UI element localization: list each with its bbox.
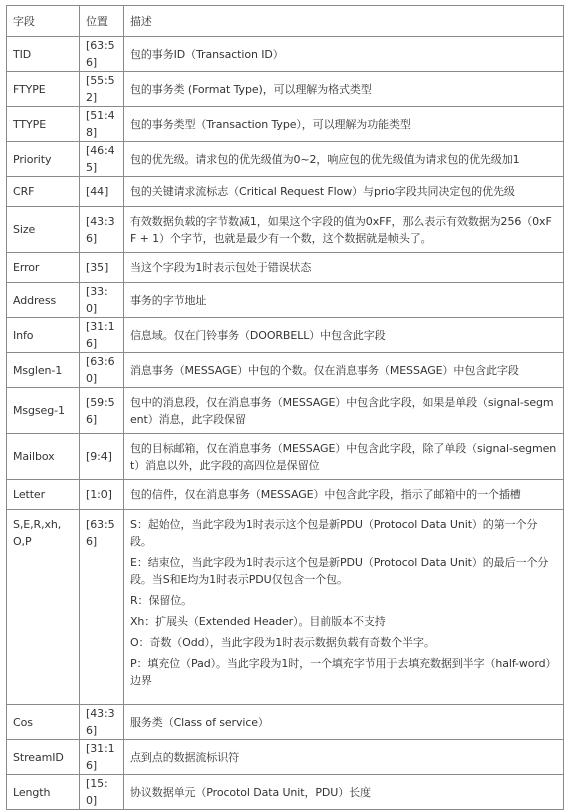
field-position: [9:4]: [80, 434, 124, 480]
field-name: S,E,R,xh,O,P: [7, 510, 80, 705]
field-position: [35]: [80, 253, 124, 283]
field-name: StreamID: [7, 740, 80, 775]
field-description: 点到点的数据流标识符: [124, 740, 564, 775]
field-name: Cos: [7, 705, 80, 740]
field-description: 服务类（Class of service）: [124, 705, 564, 740]
field-position: [31:16]: [80, 318, 124, 353]
header-position: 位置: [80, 6, 124, 37]
field-position: [31:16]: [80, 740, 124, 775]
field-position: [59:56]: [80, 388, 124, 434]
field-description: 事务的字节地址: [124, 283, 564, 318]
field-position: [43:36]: [80, 207, 124, 253]
field-position: [1:0]: [80, 480, 124, 510]
field-name: Mailbox: [7, 434, 80, 480]
field-position: [33:0]: [80, 283, 124, 318]
field-description: 当这个字段为1时表示包处于错误状态: [124, 253, 564, 283]
flag-description-p: P：填充位（Pad）。当此字段为1时，一个填充字节用于去填充数据到半字（half-word）边界: [130, 657, 557, 687]
field-name: TTYPE: [7, 107, 80, 142]
table-row: [7, 705, 564, 740]
table-row: [7, 388, 564, 434]
field-description: 包的信件，仅在消息事务（MESSAGE）中包含此字段，指示了邮箱中的一个插槽: [124, 480, 564, 510]
field-description: 消息事务（MESSAGE）中包的个数。仅在消息事务（MESSAGE）中包含此字段: [124, 353, 564, 388]
field-description: [124, 510, 564, 705]
field-name: FTYPE: [7, 72, 80, 107]
table-row: [7, 740, 564, 775]
field-name: Msglen-1: [7, 353, 80, 388]
field-description: 包的事务类 (Format Type)，可以理解为格式类型: [124, 72, 564, 107]
field-name: Address: [7, 283, 80, 318]
field-position: [15:0]: [80, 775, 124, 810]
field-description: 包的事务ID（Transaction ID）: [124, 37, 564, 72]
field-position: [43:36]: [80, 705, 124, 740]
table-row: [7, 253, 564, 283]
field-name: Size: [7, 207, 80, 253]
flag-description-o: O：奇数（Odd），当此字段为1时表示数据负载有奇数个半字。: [130, 636, 435, 649]
field-position: [63:60]: [80, 353, 124, 388]
field-description: 协议数据单元（Procotol Data Unit，PDU）长度: [124, 775, 564, 810]
field-position: [51:48]: [80, 107, 124, 142]
field-name: Letter: [7, 480, 80, 510]
field-table: [6, 5, 564, 810]
field-name: Msgseg-1: [7, 388, 80, 434]
flag-description-e: E：结束位，当此字段为1时表示这个包是新PDU（Protocol Data Unit）的最后一个分段。当S和E均为1时表示PDU仅包含一个包。: [130, 556, 549, 586]
table-row: [7, 107, 564, 142]
field-name: Length: [7, 775, 80, 810]
table-row: [7, 480, 564, 510]
table-row-segment-flags: [7, 510, 564, 705]
field-name: Priority: [7, 142, 80, 177]
header-field: 字段: [7, 6, 80, 37]
field-name: CRF: [7, 177, 80, 207]
field-description: 包的关键请求流标志（Critical Request Flow）与prio字段共同决定包的优先级: [124, 177, 564, 207]
table-row: [7, 353, 564, 388]
field-description: 包的事务类型（Transaction Type），可以理解为功能类型: [124, 107, 564, 142]
field-description: 包中的消息段，仅在消息事务（MESSAGE）中包含此字段，如果是单段（signal-segment）消息，此字段保留: [124, 388, 564, 434]
flag-description-s: S：起始位，当此字段为1时表示这个包是新PDU（Protocol Data Unit）的第一个分段。: [130, 518, 538, 548]
field-name: TID: [7, 37, 80, 72]
table-row: [7, 434, 564, 480]
field-description: 有效数据负载的字节数减1，如果这个字段的值为0xFF，那么表示有效数据为256（0xFF + 1）个字节，也就是最少有一个数，这个数据就是帧头了。: [124, 207, 564, 253]
field-description: 包的目标邮箱，仅在消息事务（MESSAGE）中包含此字段，除了单段（signal-segment）消息以外，此字段的高四位是保留位: [124, 434, 564, 480]
table-row: [7, 177, 564, 207]
field-position: [55:52]: [80, 72, 124, 107]
table-row: [7, 37, 564, 72]
field-position: [44]: [80, 177, 124, 207]
field-name: Info: [7, 318, 80, 353]
table-header-row: [7, 6, 564, 37]
table-row: [7, 318, 564, 353]
flag-description-r: R：保留位。: [130, 594, 193, 607]
table-row: [7, 207, 564, 253]
table-row: [7, 283, 564, 318]
field-description: 包的优先级。请求包的优先级值为0~2，响应包的优先级值为请求包的优先级加1: [124, 142, 564, 177]
flag-description-xh: Xh：扩展头（Extended Header）。目前版本不支持: [130, 615, 386, 628]
header-description: 描述: [124, 6, 564, 37]
field-position: [63:56]: [80, 37, 124, 72]
table-row: [7, 775, 564, 810]
field-description: 信息域。仅在门铃事务（DOORBELL）中包含此字段: [124, 318, 564, 353]
table-row: [7, 142, 564, 177]
field-position: [46:45]: [80, 142, 124, 177]
field-position: [63:56]: [80, 510, 124, 705]
field-name: Error: [7, 253, 80, 283]
table-row: [7, 72, 564, 107]
